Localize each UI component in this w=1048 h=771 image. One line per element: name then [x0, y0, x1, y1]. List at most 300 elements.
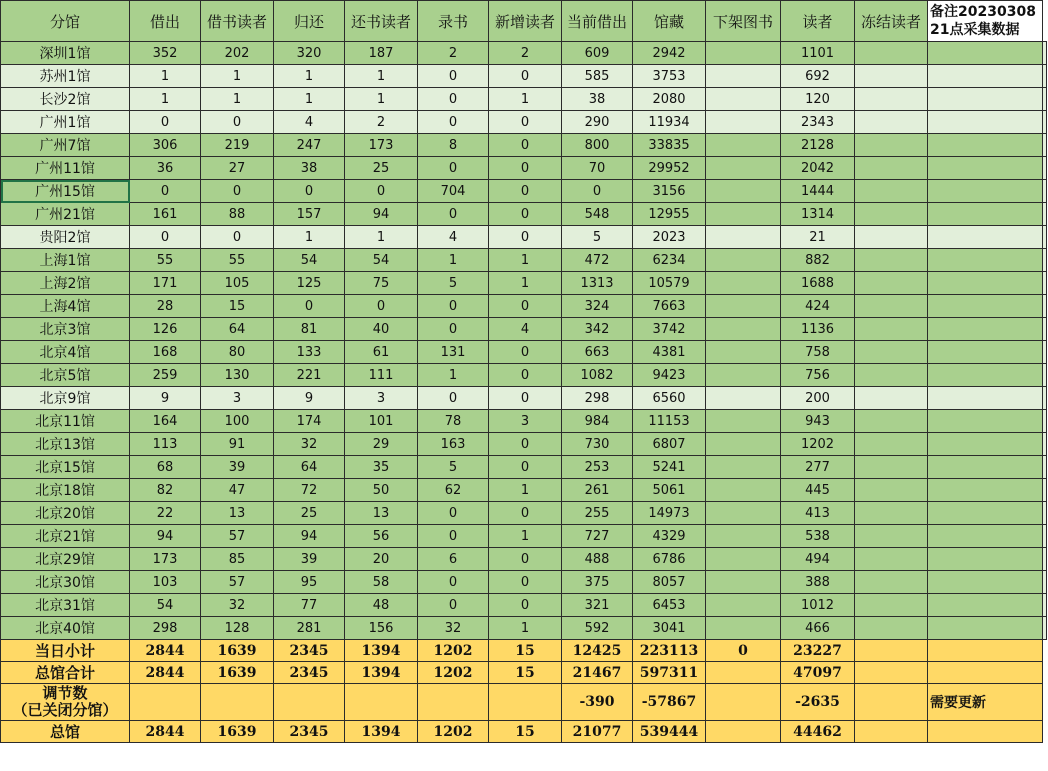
- summary-cell[interactable]: 47097: [781, 662, 855, 684]
- data-cell[interactable]: 324: [562, 295, 633, 318]
- data-cell[interactable]: 3742: [633, 318, 706, 341]
- summary-cell[interactable]: [855, 684, 928, 721]
- data-cell[interactable]: 0: [489, 387, 562, 410]
- data-cell[interactable]: 0: [130, 226, 201, 249]
- data-cell[interactable]: [706, 433, 781, 456]
- data-cell[interactable]: [706, 410, 781, 433]
- branch-name-cell[interactable]: 北京4馆: [1, 341, 130, 364]
- data-cell[interactable]: 156: [345, 617, 418, 640]
- data-cell[interactable]: [855, 180, 928, 203]
- data-cell[interactable]: [855, 341, 928, 364]
- data-cell[interactable]: 6786: [633, 548, 706, 571]
- data-cell[interactable]: [855, 249, 928, 272]
- summary-cell[interactable]: 2844: [130, 662, 201, 684]
- data-cell[interactable]: 7663: [633, 295, 706, 318]
- data-cell[interactable]: [706, 249, 781, 272]
- header-cell[interactable]: 馆藏: [633, 1, 706, 42]
- data-cell[interactable]: 94: [345, 203, 418, 226]
- data-cell[interactable]: 663: [562, 341, 633, 364]
- note-cell[interactable]: [1043, 180, 1047, 203]
- data-cell[interactable]: 25: [274, 502, 345, 525]
- summary-label-cell[interactable]: 当日小计: [1, 640, 130, 662]
- data-cell[interactable]: [855, 479, 928, 502]
- data-cell[interactable]: [706, 594, 781, 617]
- data-cell[interactable]: 730: [562, 433, 633, 456]
- data-cell[interactable]: 1: [489, 479, 562, 502]
- data-cell[interactable]: [706, 571, 781, 594]
- branch-name-cell[interactable]: 北京30馆: [1, 571, 130, 594]
- data-cell[interactable]: 0: [418, 318, 489, 341]
- data-cell[interactable]: 3: [489, 410, 562, 433]
- data-cell[interactable]: 9423: [633, 364, 706, 387]
- data-cell[interactable]: 0: [274, 295, 345, 318]
- data-cell[interactable]: 3: [345, 387, 418, 410]
- summary-cell[interactable]: 1202: [418, 662, 489, 684]
- data-cell[interactable]: 5: [562, 226, 633, 249]
- summary-cell[interactable]: 21077: [562, 721, 633, 743]
- data-cell[interactable]: [706, 65, 781, 88]
- data-cell[interactable]: [928, 318, 1043, 341]
- data-cell[interactable]: 5: [418, 456, 489, 479]
- note-header-cell[interactable]: 备注20230308 21点采集数据: [928, 1, 1043, 42]
- data-cell[interactable]: 609: [562, 42, 633, 65]
- data-cell[interactable]: 1: [130, 65, 201, 88]
- data-cell[interactable]: 2: [418, 42, 489, 65]
- data-cell[interactable]: 0: [418, 525, 489, 548]
- summary-note-cell[interactable]: [928, 640, 1043, 662]
- data-cell[interactable]: [855, 387, 928, 410]
- header-cell[interactable]: 还书读者: [345, 1, 418, 42]
- summary-cell[interactable]: 539444: [633, 721, 706, 743]
- data-cell[interactable]: 38: [562, 88, 633, 111]
- data-cell[interactable]: 48: [345, 594, 418, 617]
- note-cell[interactable]: [1043, 134, 1047, 157]
- data-cell[interactable]: 0: [489, 157, 562, 180]
- data-cell[interactable]: 29: [345, 433, 418, 456]
- data-cell[interactable]: 1202: [781, 433, 855, 456]
- data-cell[interactable]: [928, 203, 1043, 226]
- note-cell[interactable]: [1043, 88, 1047, 111]
- data-cell[interactable]: [706, 272, 781, 295]
- data-cell[interactable]: 58: [345, 571, 418, 594]
- data-cell[interactable]: 101: [345, 410, 418, 433]
- data-cell[interactable]: 466: [781, 617, 855, 640]
- data-cell[interactable]: 592: [562, 617, 633, 640]
- data-cell[interactable]: 3156: [633, 180, 706, 203]
- branch-name-cell[interactable]: 广州15馆: [1, 180, 130, 203]
- data-cell[interactable]: 81: [274, 318, 345, 341]
- data-cell[interactable]: [928, 180, 1043, 203]
- data-cell[interactable]: 1: [489, 272, 562, 295]
- data-cell[interactable]: 9: [130, 387, 201, 410]
- data-cell[interactable]: 352: [130, 42, 201, 65]
- data-cell[interactable]: 130: [201, 364, 274, 387]
- data-cell[interactable]: 202: [201, 42, 274, 65]
- note-cell[interactable]: [1043, 548, 1047, 571]
- data-cell[interactable]: 1: [274, 226, 345, 249]
- header-cell[interactable]: 借出: [130, 1, 201, 42]
- data-cell[interactable]: [928, 249, 1043, 272]
- data-cell[interactable]: 88: [201, 203, 274, 226]
- data-cell[interactable]: 0: [489, 502, 562, 525]
- summary-cell[interactable]: 1639: [201, 662, 274, 684]
- data-cell[interactable]: 494: [781, 548, 855, 571]
- data-cell[interactable]: 173: [345, 134, 418, 157]
- summary-cell[interactable]: 223113: [633, 640, 706, 662]
- branch-name-cell[interactable]: 北京3馆: [1, 318, 130, 341]
- data-cell[interactable]: 488: [562, 548, 633, 571]
- summary-cell[interactable]: [855, 662, 928, 684]
- data-cell[interactable]: 94: [274, 525, 345, 548]
- summary-cell[interactable]: 1639: [201, 721, 274, 743]
- data-cell[interactable]: [855, 88, 928, 111]
- data-cell[interactable]: 1: [345, 226, 418, 249]
- data-cell[interactable]: 0: [489, 364, 562, 387]
- summary-cell[interactable]: -390: [562, 684, 633, 721]
- data-cell[interactable]: 39: [201, 456, 274, 479]
- data-cell[interactable]: 38: [274, 157, 345, 180]
- summary-cell[interactable]: -57867: [633, 684, 706, 721]
- header-cell[interactable]: 分馆: [1, 1, 130, 42]
- branch-name-cell[interactable]: 广州7馆: [1, 134, 130, 157]
- data-cell[interactable]: 55: [130, 249, 201, 272]
- data-cell[interactable]: 22: [130, 502, 201, 525]
- data-cell[interactable]: 0: [418, 203, 489, 226]
- data-cell[interactable]: [706, 157, 781, 180]
- data-cell[interactable]: 1313: [562, 272, 633, 295]
- data-cell[interactable]: 35: [345, 456, 418, 479]
- note-cell[interactable]: [1043, 42, 1047, 65]
- summary-cell[interactable]: [706, 684, 781, 721]
- data-cell[interactable]: [706, 226, 781, 249]
- data-cell[interactable]: 0: [274, 180, 345, 203]
- data-cell[interactable]: 171: [130, 272, 201, 295]
- data-cell[interactable]: 0: [418, 594, 489, 617]
- data-cell[interactable]: 585: [562, 65, 633, 88]
- data-cell[interactable]: 103: [130, 571, 201, 594]
- data-cell[interactable]: 57: [201, 571, 274, 594]
- data-cell[interactable]: [706, 525, 781, 548]
- data-cell[interactable]: 0: [489, 134, 562, 157]
- data-cell[interactable]: 0: [345, 180, 418, 203]
- data-cell[interactable]: 133: [274, 341, 345, 364]
- data-cell[interactable]: [855, 134, 928, 157]
- data-cell[interactable]: [855, 594, 928, 617]
- data-cell[interactable]: 0: [130, 111, 201, 134]
- summary-cell[interactable]: 2345: [274, 721, 345, 743]
- data-cell[interactable]: 298: [562, 387, 633, 410]
- data-cell[interactable]: 1: [418, 364, 489, 387]
- data-cell[interactable]: 247: [274, 134, 345, 157]
- data-cell[interactable]: [706, 341, 781, 364]
- data-cell[interactable]: 548: [562, 203, 633, 226]
- data-cell[interactable]: 11153: [633, 410, 706, 433]
- note-cell[interactable]: [1043, 203, 1047, 226]
- data-cell[interactable]: 14973: [633, 502, 706, 525]
- data-cell[interactable]: 40: [345, 318, 418, 341]
- data-cell[interactable]: 5: [418, 272, 489, 295]
- data-cell[interactable]: 4: [274, 111, 345, 134]
- header-cell[interactable]: 新增读者: [489, 1, 562, 42]
- summary-cell[interactable]: 44462: [781, 721, 855, 743]
- data-cell[interactable]: [928, 410, 1043, 433]
- data-cell[interactable]: [928, 364, 1043, 387]
- data-cell[interactable]: [855, 456, 928, 479]
- summary-note-cell[interactable]: [928, 662, 1043, 684]
- data-cell[interactable]: 388: [781, 571, 855, 594]
- data-cell[interactable]: 61: [345, 341, 418, 364]
- data-cell[interactable]: 2128: [781, 134, 855, 157]
- summary-cell[interactable]: 23227: [781, 640, 855, 662]
- note-cell[interactable]: [1043, 456, 1047, 479]
- data-cell[interactable]: 54: [345, 249, 418, 272]
- data-cell[interactable]: 4329: [633, 525, 706, 548]
- summary-cell[interactable]: 1394: [345, 721, 418, 743]
- data-cell[interactable]: [706, 295, 781, 318]
- note-cell[interactable]: [1043, 525, 1047, 548]
- data-cell[interactable]: 200: [781, 387, 855, 410]
- data-cell[interactable]: [855, 318, 928, 341]
- data-cell[interactable]: 1: [274, 65, 345, 88]
- summary-label-cell[interactable]: 总馆: [1, 721, 130, 743]
- note-cell[interactable]: [1043, 341, 1047, 364]
- branch-name-cell[interactable]: 广州1馆: [1, 111, 130, 134]
- data-cell[interactable]: 2080: [633, 88, 706, 111]
- note-cell[interactable]: [1043, 295, 1047, 318]
- data-cell[interactable]: 161: [130, 203, 201, 226]
- data-cell[interactable]: 13: [345, 502, 418, 525]
- data-cell[interactable]: [706, 456, 781, 479]
- data-cell[interactable]: 253: [562, 456, 633, 479]
- data-cell[interactable]: 105: [201, 272, 274, 295]
- data-cell[interactable]: 5241: [633, 456, 706, 479]
- data-cell[interactable]: 4: [418, 226, 489, 249]
- data-cell[interactable]: 57: [201, 525, 274, 548]
- data-cell[interactable]: 54: [274, 249, 345, 272]
- branch-name-cell[interactable]: 北京21馆: [1, 525, 130, 548]
- data-cell[interactable]: 32: [274, 433, 345, 456]
- note-cell[interactable]: [1043, 249, 1047, 272]
- branch-name-cell[interactable]: 北京40馆: [1, 617, 130, 640]
- data-cell[interactable]: [855, 364, 928, 387]
- summary-cell[interactable]: 0: [706, 640, 781, 662]
- header-cell[interactable]: 冻结读者: [855, 1, 928, 42]
- data-cell[interactable]: [855, 272, 928, 295]
- summary-cell[interactable]: 1394: [345, 640, 418, 662]
- data-cell[interactable]: 4: [489, 318, 562, 341]
- data-cell[interactable]: 10579: [633, 272, 706, 295]
- data-cell[interactable]: 0: [489, 571, 562, 594]
- summary-cell[interactable]: [489, 684, 562, 721]
- data-cell[interactable]: 68: [130, 456, 201, 479]
- data-cell[interactable]: 174: [274, 410, 345, 433]
- data-cell[interactable]: 0: [489, 548, 562, 571]
- summary-cell[interactable]: 1639: [201, 640, 274, 662]
- header-cell[interactable]: 下架图书: [706, 1, 781, 42]
- data-cell[interactable]: [706, 479, 781, 502]
- data-cell[interactable]: 0: [489, 433, 562, 456]
- branch-name-cell[interactable]: 上海4馆: [1, 295, 130, 318]
- data-cell[interactable]: 306: [130, 134, 201, 157]
- data-cell[interactable]: 255: [562, 502, 633, 525]
- data-cell[interactable]: [855, 157, 928, 180]
- summary-cell[interactable]: [201, 684, 274, 721]
- data-cell[interactable]: [706, 203, 781, 226]
- data-cell[interactable]: 15: [201, 295, 274, 318]
- data-cell[interactable]: 28: [130, 295, 201, 318]
- data-cell[interactable]: 0: [345, 295, 418, 318]
- data-cell[interactable]: [928, 134, 1043, 157]
- data-cell[interactable]: [855, 433, 928, 456]
- data-cell[interactable]: 80: [201, 341, 274, 364]
- summary-cell[interactable]: 1202: [418, 640, 489, 662]
- data-cell[interactable]: 75: [345, 272, 418, 295]
- data-cell[interactable]: 2023: [633, 226, 706, 249]
- data-cell[interactable]: 2: [489, 42, 562, 65]
- summary-note-cell[interactable]: [928, 721, 1043, 743]
- data-cell[interactable]: 943: [781, 410, 855, 433]
- data-cell[interactable]: 9: [274, 387, 345, 410]
- data-cell[interactable]: [928, 88, 1043, 111]
- data-cell[interactable]: 72: [274, 479, 345, 502]
- data-cell[interactable]: 1012: [781, 594, 855, 617]
- data-cell[interactable]: [928, 295, 1043, 318]
- data-cell[interactable]: [706, 617, 781, 640]
- data-cell[interactable]: [928, 226, 1043, 249]
- data-cell[interactable]: 33835: [633, 134, 706, 157]
- data-cell[interactable]: 1082: [562, 364, 633, 387]
- summary-cell[interactable]: 597311: [633, 662, 706, 684]
- data-cell[interactable]: 6234: [633, 249, 706, 272]
- data-cell[interactable]: 157: [274, 203, 345, 226]
- data-cell[interactable]: 47: [201, 479, 274, 502]
- summary-cell[interactable]: 21467: [562, 662, 633, 684]
- data-cell[interactable]: 27: [201, 157, 274, 180]
- data-cell[interactable]: 62: [418, 479, 489, 502]
- data-cell[interactable]: 25: [345, 157, 418, 180]
- data-cell[interactable]: 472: [562, 249, 633, 272]
- data-cell[interactable]: [928, 272, 1043, 295]
- data-cell[interactable]: [928, 594, 1043, 617]
- data-cell[interactable]: 50: [345, 479, 418, 502]
- data-cell[interactable]: 32: [201, 594, 274, 617]
- summary-label-cell[interactable]: [1, 684, 130, 721]
- data-cell[interactable]: 120: [781, 88, 855, 111]
- summary-cell[interactable]: [706, 721, 781, 743]
- summary-cell[interactable]: [706, 662, 781, 684]
- data-cell[interactable]: 984: [562, 410, 633, 433]
- note-cell[interactable]: [1043, 364, 1047, 387]
- data-cell[interactable]: 3041: [633, 617, 706, 640]
- data-cell[interactable]: [855, 226, 928, 249]
- data-cell[interactable]: [855, 111, 928, 134]
- data-cell[interactable]: 1: [489, 88, 562, 111]
- data-cell[interactable]: 54: [130, 594, 201, 617]
- data-cell[interactable]: 281: [274, 617, 345, 640]
- data-cell[interactable]: [706, 42, 781, 65]
- data-cell[interactable]: [928, 111, 1043, 134]
- data-cell[interactable]: 1688: [781, 272, 855, 295]
- branch-name-cell[interactable]: 北京5馆: [1, 364, 130, 387]
- data-cell[interactable]: 173: [130, 548, 201, 571]
- data-cell[interactable]: 0: [418, 65, 489, 88]
- data-cell[interactable]: 320: [274, 42, 345, 65]
- branch-name-cell[interactable]: 上海2馆: [1, 272, 130, 295]
- data-cell[interactable]: [855, 203, 928, 226]
- branch-name-cell[interactable]: 深圳1馆: [1, 42, 130, 65]
- data-cell[interactable]: [855, 617, 928, 640]
- data-cell[interactable]: 0: [201, 180, 274, 203]
- data-cell[interactable]: 6807: [633, 433, 706, 456]
- summary-cell[interactable]: 15: [489, 640, 562, 662]
- data-cell[interactable]: 0: [489, 203, 562, 226]
- note-cell[interactable]: [1043, 226, 1047, 249]
- summary-cell[interactable]: [130, 684, 201, 721]
- note-cell[interactable]: [1043, 65, 1047, 88]
- branch-name-cell[interactable]: 贵阳2馆: [1, 226, 130, 249]
- data-cell[interactable]: 163: [418, 433, 489, 456]
- data-cell[interactable]: 1: [345, 65, 418, 88]
- data-cell[interactable]: 1314: [781, 203, 855, 226]
- data-cell[interactable]: 4381: [633, 341, 706, 364]
- data-cell[interactable]: 342: [562, 318, 633, 341]
- data-cell[interactable]: 0: [201, 111, 274, 134]
- data-cell[interactable]: 70: [562, 157, 633, 180]
- note-cell[interactable]: [1043, 617, 1047, 640]
- data-cell[interactable]: 128: [201, 617, 274, 640]
- summary-cell[interactable]: [345, 684, 418, 721]
- summary-cell[interactable]: 2844: [130, 721, 201, 743]
- data-cell[interactable]: 727: [562, 525, 633, 548]
- note-cell[interactable]: [1043, 594, 1047, 617]
- data-cell[interactable]: 375: [562, 571, 633, 594]
- data-cell[interactable]: 95: [274, 571, 345, 594]
- note-cell[interactable]: [1043, 272, 1047, 295]
- data-cell[interactable]: [928, 548, 1043, 571]
- data-cell[interactable]: 0: [489, 111, 562, 134]
- data-cell[interactable]: [928, 456, 1043, 479]
- data-cell[interactable]: 0: [201, 226, 274, 249]
- data-cell[interactable]: 77: [274, 594, 345, 617]
- data-cell[interactable]: 219: [201, 134, 274, 157]
- data-cell[interactable]: 2942: [633, 42, 706, 65]
- data-cell[interactable]: 39: [274, 548, 345, 571]
- data-cell[interactable]: 55: [201, 249, 274, 272]
- data-cell[interactable]: 882: [781, 249, 855, 272]
- data-cell[interactable]: 290: [562, 111, 633, 134]
- note-cell[interactable]: [1043, 387, 1047, 410]
- summary-cell[interactable]: 2345: [274, 640, 345, 662]
- header-cell[interactable]: 归还: [274, 1, 345, 42]
- data-cell[interactable]: 11934: [633, 111, 706, 134]
- data-cell[interactable]: [706, 318, 781, 341]
- data-cell[interactable]: 111: [345, 364, 418, 387]
- data-cell[interactable]: [706, 548, 781, 571]
- summary-cell[interactable]: [855, 721, 928, 743]
- data-cell[interactable]: 261: [562, 479, 633, 502]
- data-cell[interactable]: 3: [201, 387, 274, 410]
- data-cell[interactable]: 424: [781, 295, 855, 318]
- data-cell[interactable]: 0: [130, 180, 201, 203]
- note-cell[interactable]: [1043, 410, 1047, 433]
- data-cell[interactable]: 2042: [781, 157, 855, 180]
- data-cell[interactable]: 8: [418, 134, 489, 157]
- data-cell[interactable]: [706, 180, 781, 203]
- data-cell[interactable]: 29952: [633, 157, 706, 180]
- data-cell[interactable]: 6453: [633, 594, 706, 617]
- branch-name-cell[interactable]: 广州11馆: [1, 157, 130, 180]
- data-cell[interactable]: 94: [130, 525, 201, 548]
